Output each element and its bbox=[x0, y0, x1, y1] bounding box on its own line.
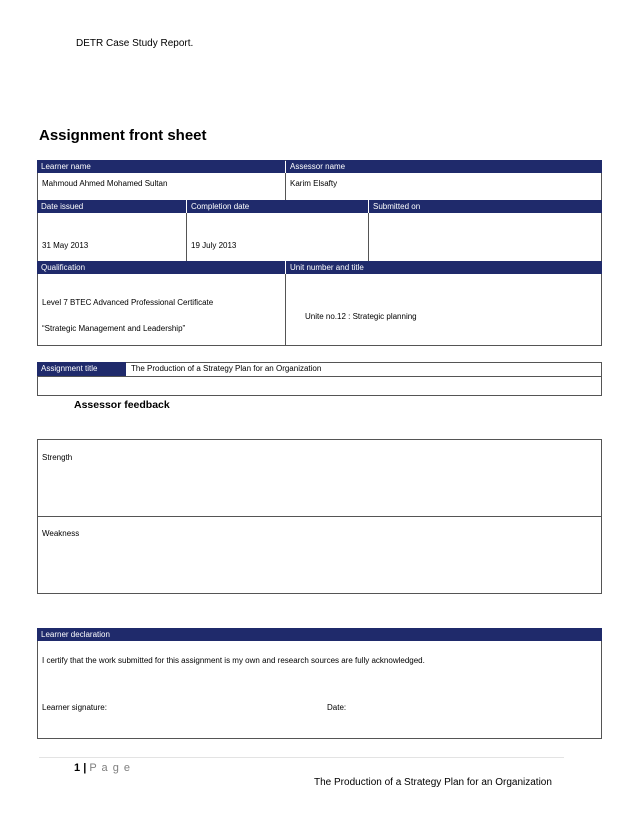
declaration-text: I certify that the work submitted for this assignment is my own and research sources are fully acknowledged. bbox=[42, 656, 425, 665]
completion-date-header: Completion date bbox=[187, 200, 368, 213]
unit-header: Unit number and title bbox=[286, 261, 602, 274]
qualification-header: Qualification bbox=[37, 261, 285, 274]
learner-declaration-header: Learner declaration bbox=[37, 628, 602, 641]
footer-rule bbox=[39, 757, 564, 758]
page-separator: | bbox=[83, 762, 87, 774]
submitted-on-header: Submitted on bbox=[369, 200, 602, 213]
page-number: 1 bbox=[74, 762, 81, 774]
running-header: DETR Case Study Report. bbox=[76, 38, 194, 49]
assessor-name-header: Assessor name bbox=[286, 160, 602, 173]
page-word: P a g e bbox=[89, 762, 131, 774]
completion-date-value: 19 July 2013 bbox=[191, 241, 237, 250]
declaration-table bbox=[37, 628, 602, 739]
footer-doc-title: The Production of a Strategy Plan for an Organization bbox=[314, 777, 552, 788]
page-footer bbox=[74, 762, 131, 774]
learner-name-header: Learner name bbox=[37, 160, 285, 173]
date-label: Date: bbox=[327, 703, 347, 712]
qualification-line2: “Strategic Management and Leadership” bbox=[42, 324, 186, 333]
assessor-feedback-heading: Assessor feedback bbox=[74, 399, 170, 411]
unit-value: Unite no.12 : Strategic planning bbox=[305, 312, 417, 321]
learner-name-value: Mahmoud Ahmed Mohamed Sultan bbox=[42, 179, 168, 188]
strength-label: Strength bbox=[42, 453, 73, 462]
weakness-label: Weakness bbox=[42, 529, 80, 538]
page-title: Assignment front sheet bbox=[39, 127, 207, 144]
date-issued-value: 31 May 2013 bbox=[42, 241, 89, 250]
assignment-title-value: The Production of a Strategy Plan for an Organization bbox=[131, 364, 322, 373]
assessor-name-value: Karim Elsafty bbox=[290, 179, 338, 188]
assignment-title-header: Assignment title bbox=[37, 362, 126, 376]
qualification-line1: Level 7 BTEC Advanced Professional Certificate bbox=[42, 298, 214, 307]
learner-signature-label: Learner signature: bbox=[42, 703, 107, 712]
date-issued-header: Date issued bbox=[37, 200, 186, 213]
